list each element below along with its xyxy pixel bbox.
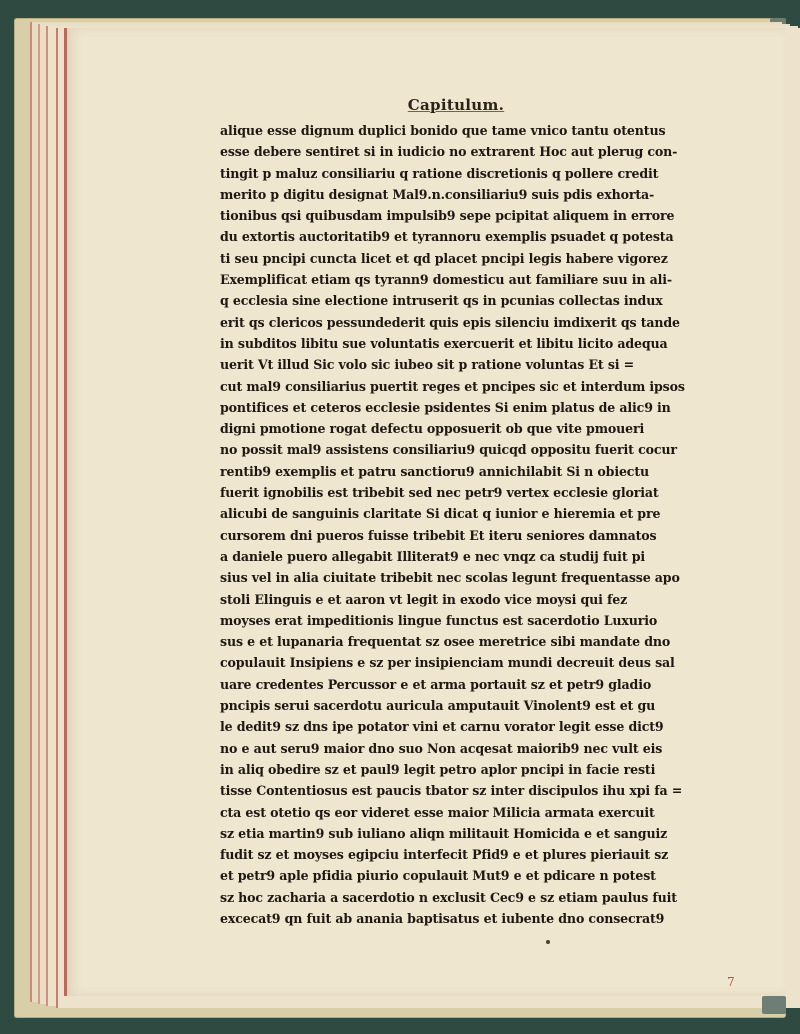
text-line: ti seu pncipi cuncta licet et qd placet pncipi legis habere vigorez: [220, 250, 668, 266]
text-line: fudit sz et moyses egipciu interfecit Pfid9 e et plures pieriauit sz: [220, 847, 669, 863]
text-line: tionibus qsi quibusdam impulsib9 sepe pcipitat aliquem in errore: [220, 208, 675, 224]
text-line: excecat9 qn fuit ab anania baptisatus et iubente dno consecrat9: [220, 910, 665, 926]
text-line: in aliq obedire sz et paul9 legit petro aplor pncipi in facie resti: [220, 761, 656, 777]
text-line: no e aut seru9 maior dno suo Non acqesat maiorib9 nec vult eis: [220, 740, 663, 756]
text-line: sz etia martin9 sub iuliano aliqn militauit Homicida e et sanguiz: [220, 825, 668, 841]
text-line: pontifices et ceteros ecclesie psidentes Si enim platus de alic9 in: [220, 399, 671, 415]
text-line: rentib9 exemplis et patru sanctioru9 annichilabit Si n obiectu: [220, 463, 650, 479]
text-line: esse debere sentiret si in iudicio no extrarent Hoc aut plerug con-: [220, 144, 678, 160]
text-line: in subditos libitu sue voluntatis exercuerit et libitu licito adequa: [220, 335, 668, 351]
text-line: stoli Elinguis e et aaron vt legit in exodo vice moysi qui fez: [220, 591, 628, 607]
text-lines: [220, 120, 692, 929]
text-line: tingit p maluz consiliariu q ratione discretionis q pollere credit: [220, 165, 659, 181]
text-line: du extortis auctoritatib9 et tyrannoru exemplis psuadet q potesta: [220, 229, 674, 245]
text-line: uerit Vt illud Sic volo sic iubeo sit p ratione voluntas Et si =: [220, 357, 635, 373]
text-line: erit qs clericos pessundederit quis epis silenciu imdixerit qs tande: [220, 314, 680, 330]
text-line: uare credentes Percussor e et arma portauit sz et petr9 gladio: [220, 676, 652, 692]
text-block: [220, 96, 692, 929]
text-line: sz hoc zacharia a sacerdotio n exclusit Cec9 e sz etiam paulus fuit: [220, 889, 677, 905]
text-line: moyses erat impeditionis lingue functus est sacerdotio Luxurio: [220, 612, 658, 628]
text-line: pncipis serui sacerdotu auricula amputauit Vinolent9 est et gu: [220, 698, 656, 714]
text-line: sius vel in alia ciuitate tribebit nec scolas legunt frequentasse apo: [220, 570, 680, 586]
text-line: fuerit ignobilis est tribebit sed nec petr9 vertex ecclesie gloriat: [220, 485, 659, 501]
text-line: le dedit9 sz dns ipe potator vini et carnu vorator legit esse dict9: [220, 719, 664, 735]
text-line: tisse Contentiosus est paucis tbator sz inter discipulos ihu xpi fa =: [220, 783, 683, 799]
ink-spot: [546, 940, 550, 944]
marginal-mark: 7: [727, 975, 735, 989]
text-line: no possit mal9 assistens consiliariu9 quicqd oppositu fuerit cocur: [220, 442, 677, 458]
text-line: cut mal9 consiliarius puertit reges et pncipes sic et interdum ipsos: [220, 378, 685, 394]
text-line: Exemplificat etiam qs tyrann9 domesticu aut familiare suu in ali-: [220, 272, 672, 288]
chapter-heading: Capitulum.: [407, 96, 505, 114]
text-line: cta est otetio qs eor videret esse maior Milicia armata exercuit: [220, 804, 655, 820]
text-line: digni pmotione rogat defectu opposuerit ob que vite pmoueri: [220, 421, 645, 437]
text-line: alique esse dignum duplici bonido que tame vnico tantu otentus: [220, 123, 666, 138]
text-line: et petr9 aple pfidia piurio copulauit Mut9 e et pdicare n potest: [220, 868, 656, 884]
text-line: sus e et lupanaria frequentat sz osee meretrice sibi mandate dno: [220, 634, 671, 650]
text-line: merito p digitu designat Mal9.n.consiliariu9 suis pdis exhorta-: [220, 186, 655, 202]
text-line: alicubi de sanguinis claritate Si dicat q iunior e hieremia et pre: [220, 506, 661, 522]
text-line: copulauit Insipiens e sz per insipienciam mundi decreuit deus sal: [220, 655, 675, 671]
corner-clasp-bottom: [762, 996, 786, 1014]
text-line: a daniele puero allegabit Illiterat9 e nec vnqz ca studij fuit pi: [220, 548, 646, 564]
text-line: cursorem dni pueros fuisse tribebit Et iteru seniores damnatos: [220, 527, 657, 543]
text-line: q ecclesia sine electione intruserit qs in pcunias collectas indux: [220, 293, 663, 309]
